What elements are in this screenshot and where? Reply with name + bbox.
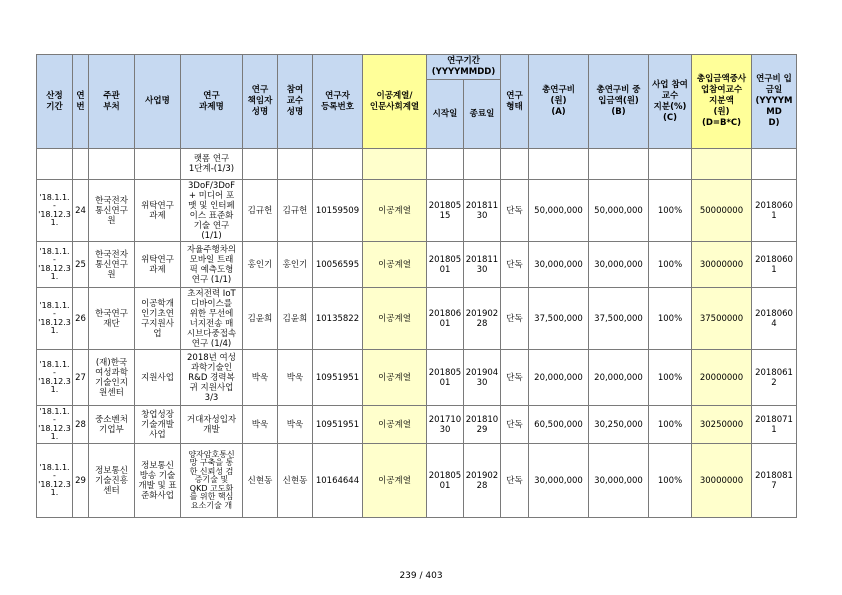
cell-total: 20,000,000 bbox=[529, 350, 589, 406]
cell-type: 단독 bbox=[501, 444, 529, 518]
cell-program: 정보통신 방송 기술 개발 및 표 준화사업 bbox=[135, 444, 181, 518]
cell-project: 자율주행차의 모바일 트래 픽 예측도형 연구 (1/1) bbox=[181, 242, 243, 288]
header-program: 사업명 bbox=[135, 55, 181, 149]
cell-dept: 한국연구 재단 bbox=[89, 288, 135, 350]
cell-dept: 한국전자 통신연구 원 bbox=[89, 242, 135, 288]
table-row bbox=[37, 406, 797, 444]
cell-pi: 김윤희 bbox=[243, 288, 278, 350]
cell-prof: 김규헌 bbox=[278, 180, 313, 242]
cell-deposit-date: 2018060 4 bbox=[752, 288, 797, 350]
header-professor-amount: 총입금액중사 업참여교수 지분액 (원) (D=B*C) bbox=[692, 55, 752, 149]
header-end: 종료일 bbox=[464, 80, 501, 149]
cell-prof: 홍인기 bbox=[278, 242, 313, 288]
cell-share-amount: 50,000,000 bbox=[589, 180, 649, 242]
cell-share-percent: 100% bbox=[649, 444, 692, 518]
cell-regno: 10164644 bbox=[313, 444, 363, 518]
cell-project: 거대자성입자 개발 bbox=[181, 406, 243, 444]
cell-end: 201902 28 bbox=[464, 444, 501, 518]
cell-program: 위탁연구 과제 bbox=[135, 180, 181, 242]
cell-program: 위탁연구 과제 bbox=[135, 242, 181, 288]
header-period: 산정 기간 bbox=[37, 55, 73, 149]
cell-professor-amount: 37500000 bbox=[692, 288, 752, 350]
cell-prof: 김윤희 bbox=[278, 288, 313, 350]
cell-type: 단독 bbox=[501, 288, 529, 350]
cell-program: 창업성장 기술개발 사업 bbox=[135, 406, 181, 444]
table-row bbox=[37, 444, 797, 518]
cell-prof: 신현동 bbox=[278, 444, 313, 518]
cell-start: 201710 30 bbox=[427, 406, 464, 444]
table-row bbox=[37, 242, 797, 288]
cell-no: 27 bbox=[73, 350, 89, 406]
table-row bbox=[37, 180, 797, 242]
cell-field: 이공계열 bbox=[363, 350, 427, 406]
table-row bbox=[37, 288, 797, 350]
cell-regno: 10135822 bbox=[313, 288, 363, 350]
cell-end: 201902 28 bbox=[464, 288, 501, 350]
cell-regno: 10951951 bbox=[313, 406, 363, 444]
cell-share-amount: 20,000,000 bbox=[589, 350, 649, 406]
header-prof: 참여 교수 성명 bbox=[278, 55, 313, 149]
research-table-wrapper bbox=[36, 54, 797, 518]
cell-professor-amount: 30250000 bbox=[692, 406, 752, 444]
cell-no: 24 bbox=[73, 180, 89, 242]
cell-no: 25 bbox=[73, 242, 89, 288]
cell-share-percent: 100% bbox=[649, 242, 692, 288]
cell-start: 201805 15 bbox=[427, 180, 464, 242]
cell-field: 이공계열 bbox=[363, 406, 427, 444]
header-type: 연구 형태 bbox=[501, 55, 529, 149]
cell-period: '18.1.1.- '18.12.3 1. bbox=[37, 350, 73, 406]
header-pi: 연구 책임자 성명 bbox=[243, 55, 278, 149]
cell-professor-amount: 20000000 bbox=[692, 350, 752, 406]
header-share-percent: 사업 참여 교수 지분(%) (C) bbox=[649, 55, 692, 149]
cell-pi: 박욱 bbox=[243, 406, 278, 444]
cell-type: 단독 bbox=[501, 350, 529, 406]
cell-professor-amount: 50000000 bbox=[692, 180, 752, 242]
cell-total: 37,500,000 bbox=[529, 288, 589, 350]
cell-share-amount: 30,250,000 bbox=[589, 406, 649, 444]
table-row bbox=[37, 350, 797, 406]
cell-project: 2018년 여성 과학기술인 R&D 경력복 귀 지원사업 3/3 bbox=[181, 350, 243, 406]
cell-start: 201805 01 bbox=[427, 350, 464, 406]
cell-share-percent: 100% bbox=[649, 180, 692, 242]
header-duration: 연구기간 (YYYYMMDD) bbox=[427, 55, 501, 80]
header-no: 연 번 bbox=[73, 55, 89, 149]
cell-end: 201811 30 bbox=[464, 242, 501, 288]
cell-type: 단독 bbox=[501, 242, 529, 288]
header-regno: 연구자 등록번호 bbox=[313, 55, 363, 149]
cell-field: 이공계열 bbox=[363, 242, 427, 288]
cell-total: 30,000,000 bbox=[529, 444, 589, 518]
research-funding-table bbox=[36, 54, 797, 518]
cell-regno: 10056595 bbox=[313, 242, 363, 288]
cell-share-amount: 30,000,000 bbox=[589, 444, 649, 518]
cell-type: 단독 bbox=[501, 180, 529, 242]
cell-professor-amount: 30000000 bbox=[692, 242, 752, 288]
cell-period: '18.1.1.- '18.12.3 1. bbox=[37, 242, 73, 288]
cell-field: 이공계열 bbox=[363, 288, 427, 350]
cell-start: 201805 01 bbox=[427, 444, 464, 518]
cell-start: 201806 01 bbox=[427, 288, 464, 350]
cell-program: 지원사업 bbox=[135, 350, 181, 406]
cell-professor-amount: 30000000 bbox=[692, 444, 752, 518]
cell-field: 이공계열 bbox=[363, 444, 427, 518]
cell-deposit-date: 2018071 1 bbox=[752, 406, 797, 444]
cell-deposit-date: 2018060 1 bbox=[752, 242, 797, 288]
cell-field: 이공계열 bbox=[363, 180, 427, 242]
cell-pi: 신현동 bbox=[243, 444, 278, 518]
cell-dept: (재)한국 여성과학 기술인지 원센터 bbox=[89, 350, 135, 406]
cell-pi: 홍인기 bbox=[243, 242, 278, 288]
header-dept: 주관 부처 bbox=[89, 55, 135, 149]
cell-share-amount: 37,500,000 bbox=[589, 288, 649, 350]
cell-dept: 한국전자 통신연구 원 bbox=[89, 180, 135, 242]
cell-no: 28 bbox=[73, 406, 89, 444]
cell-prof: 박욱 bbox=[278, 406, 313, 444]
cell-end: 201904 30 bbox=[464, 350, 501, 406]
header-deposit-date: 연구비 입 금일 (YYYYMMD D) bbox=[752, 55, 797, 149]
header-start: 시작일 bbox=[427, 80, 464, 149]
cell-period: '18.1.1.- '18.12.3 1. bbox=[37, 288, 73, 350]
cell-project: 초저전력 IoT 디바이스를 위한 무선에 너지전송 매 시브다중접속 연구 (1/4) bbox=[181, 288, 243, 350]
cell-start: 201805 01 bbox=[427, 242, 464, 288]
cell-regno: 10159509 bbox=[313, 180, 363, 242]
cell-period: '18.1.1.- '18.12.3 1. bbox=[37, 444, 73, 518]
cell-end: 201811 30 bbox=[464, 180, 501, 242]
cell-deposit-date: 2018060 1 bbox=[752, 180, 797, 242]
cell-share-percent: 100% bbox=[649, 288, 692, 350]
cell-project: 3DoF/3DoF + 미디어 포 맷 및 인터페 이스 표준화 기술 연구 (1/1) bbox=[181, 180, 243, 242]
cell-deposit-date: 2018081 7 bbox=[752, 444, 797, 518]
cell-dept: 정보통신 기술진흥 센터 bbox=[89, 444, 135, 518]
header-project: 연구 과제명 bbox=[181, 55, 243, 149]
cell-share-percent: 100% bbox=[649, 406, 692, 444]
cell-end: 201810 29 bbox=[464, 406, 501, 444]
header-total: 총연구비 (원) (A) bbox=[529, 55, 589, 149]
cell-total: 50,000,000 bbox=[529, 180, 589, 242]
cell-prof: 박욱 bbox=[278, 350, 313, 406]
cell-program: 이공학개 인기초연 구지원사 업 bbox=[135, 288, 181, 350]
cell-share-amount: 30,000,000 bbox=[589, 242, 649, 288]
cell-no: 29 bbox=[73, 444, 89, 518]
cell-deposit-date: 2018061 2 bbox=[752, 350, 797, 406]
cell-period: '18.1.1.- '18.12.3 1. bbox=[37, 406, 73, 444]
header-row-1 bbox=[37, 55, 797, 80]
continuation-row bbox=[37, 149, 797, 180]
cell-dept: 중소벤처 기업부 bbox=[89, 406, 135, 444]
cell-type: 단독 bbox=[501, 406, 529, 444]
header-share-amount: 총연구비 중 입금액(원) (B) bbox=[589, 55, 649, 149]
page-number: 239 / 403 bbox=[399, 571, 443, 581]
cell-pi: 박욱 bbox=[243, 350, 278, 406]
cell-total: 30,000,000 bbox=[529, 242, 589, 288]
cell-pi: 김규헌 bbox=[243, 180, 278, 242]
cell-share-percent: 100% bbox=[649, 350, 692, 406]
header-field: 이공계열/ 인문사회계열 bbox=[363, 55, 427, 149]
cell-regno: 10951951 bbox=[313, 350, 363, 406]
cell-no: 26 bbox=[73, 288, 89, 350]
cell-period: '18.1.1.- '18.12.3 1. bbox=[37, 180, 73, 242]
continuation-project: 랫폼 연구 1단계-(1/3) bbox=[181, 149, 243, 180]
cell-total: 60,500,000 bbox=[529, 406, 589, 444]
cell-project: 양자암호통신 망 구축을 통 한 신뢰성 검 증기술 및 QKD 고도화 를 위한 핵심 요소기술 개 bbox=[181, 444, 243, 518]
